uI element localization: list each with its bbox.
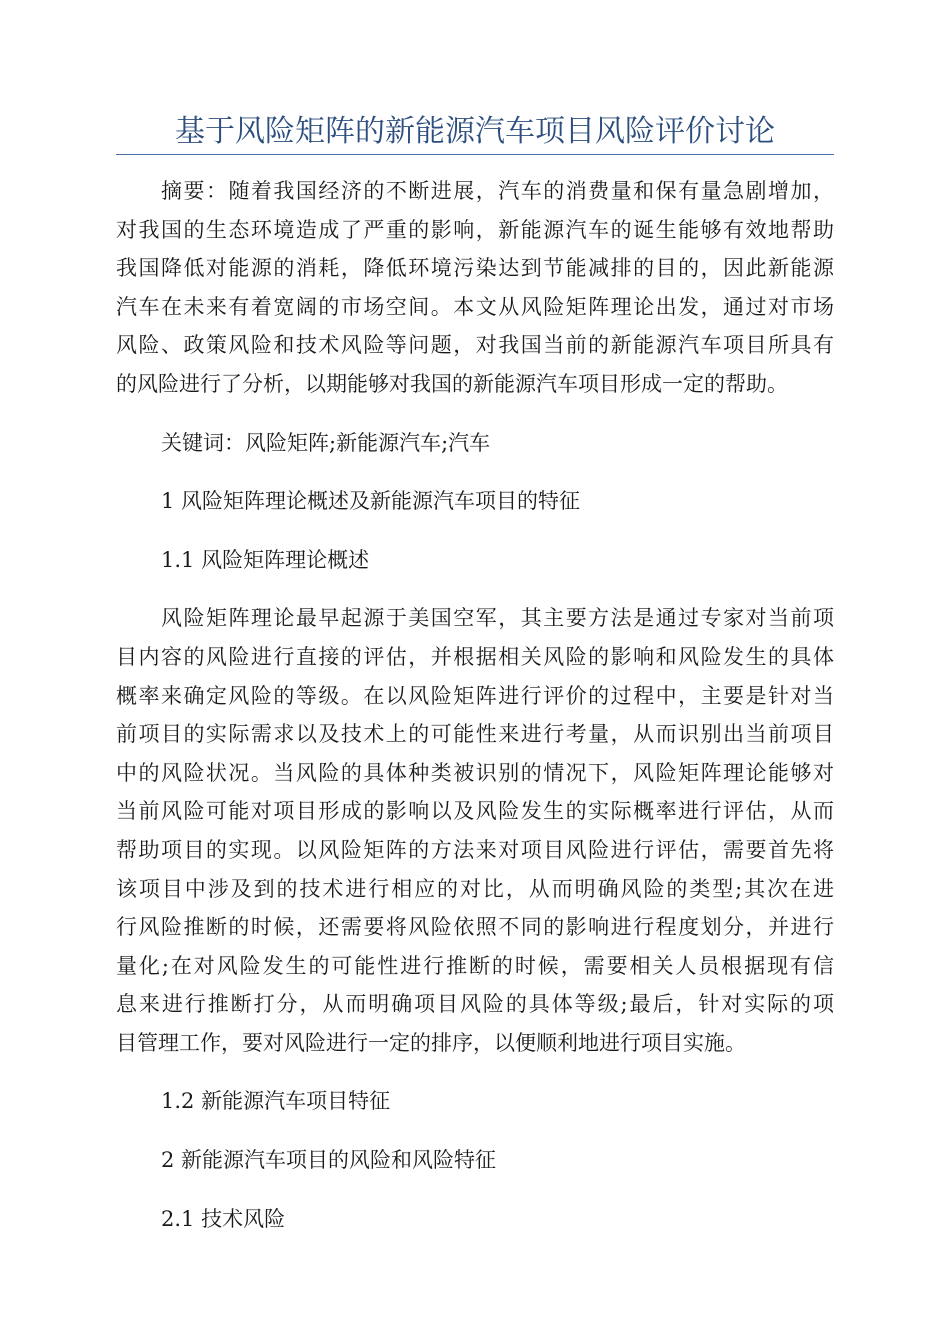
section-heading-1: 1 风险矩阵理论概述及新能源汽车项目的特征 — [161, 489, 581, 514]
title-underline — [116, 154, 834, 155]
paragraph-line: 量化;在对风险发生的可能性进行推断的时候，需要相关人员根据现有信 — [116, 953, 834, 978]
abstract-line: 风险、政策风险和技术风险等问题，对我国当前的新能源汽车项目所具有 — [116, 333, 834, 358]
paragraph-line: 中的风险状况。当风险的具体种类被识别的情况下，风险矩阵理论能够对 — [116, 760, 834, 785]
section-heading-1-2: 1.2 新能源汽车项目特征 — [161, 1089, 391, 1114]
section-heading-2: 2 新能源汽车项目的风险和风险特征 — [161, 1148, 497, 1173]
document-title: 基于风险矩阵的新能源汽车项目风险评价讨论 — [175, 114, 775, 149]
document-body — [116, 172, 834, 1238]
keywords: 关键词：风险矩阵;新能源汽车;汽车 — [161, 430, 491, 455]
paragraph-line: 前项目的实际需求以及技术上的可能性来进行考量，从而识别出当前项目 — [116, 722, 834, 747]
section-heading-1-1: 1.1 风险矩阵理论概述 — [161, 547, 370, 572]
abstract-line: 的风险进行了分析，以期能够对我国的新能源汽车项目形成一定的帮助。 — [116, 371, 788, 396]
paragraph-line: 风险矩阵理论最早起源于美国空军，其主要方法是通过专家对当前项 — [161, 606, 834, 631]
paragraph-line: 目内容的风险进行直接的评估，并根据相关风险的影响和风险发生的具体 — [116, 644, 834, 669]
abstract-line: 摘要：随着我国经济的不断进展，汽车的消费量和保有量急剧增加， — [161, 179, 834, 203]
paragraph-line: 帮助项目的实现。以风险矩阵的方法来对项目风险进行评估，需要首先将 — [116, 837, 834, 862]
section-heading-2-1: 2.1 技术风险 — [161, 1206, 286, 1231]
paragraph-line: 当前风险可能对项目形成的影响以及风险发生的实际概率进行评估，从而 — [116, 799, 834, 824]
paragraph-line: 该项目中涉及到的技术进行相应的对比，从而明确风险的类型;其次在进 — [116, 876, 834, 901]
paragraph-line: 息来进行推断打分，从而明确项目风险的具体等级;最后，针对实际的项 — [116, 992, 834, 1017]
paragraph-line: 行风险推断的时候，还需要将风险依照不同的影响进行程度划分，并进行 — [116, 915, 834, 940]
section-1-1-paragraph — [116, 599, 834, 1062]
abstract-line: 我国降低对能源的消耗，降低环境污染达到节能减排的目的，因此新能源 — [116, 256, 834, 281]
abstract-line: 汽车在未来有着宽阔的市场空间。本文从风险矩阵理论出发，通过对市场 — [116, 294, 834, 319]
abstract-paragraph — [116, 172, 834, 404]
paragraph-line: 目管理工作，要对风险进行一定的排序，以便顺利地进行项目实施。 — [116, 1030, 746, 1055]
abstract-line: 对我国的生态环境造成了严重的影响，新能源汽车的诞生能够有效地帮助 — [116, 217, 834, 242]
paragraph-line: 概率来确定风险的等级。在以风险矩阵进行评价的过程中，主要是针对当 — [116, 683, 834, 708]
